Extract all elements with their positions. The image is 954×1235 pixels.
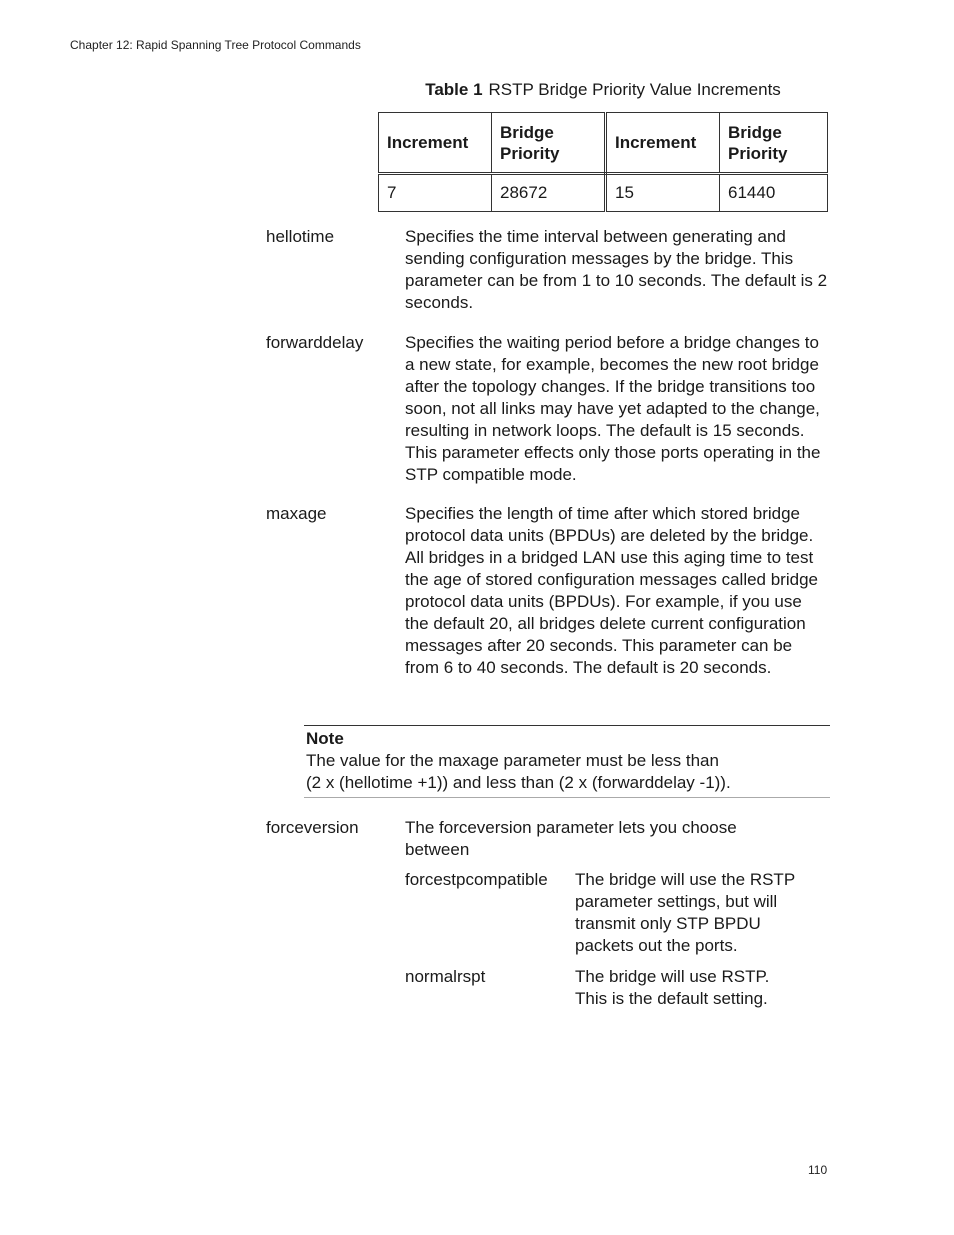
param-term-forceversion: forceversion: [266, 818, 359, 837]
note-text-line: The value for the maxage parameter must be less than: [306, 751, 719, 770]
column-header: Bridge Priority: [720, 113, 828, 174]
table-caption-title: RSTP Bridge Priority Value Increments: [488, 80, 781, 99]
param-term-maxage: maxage: [266, 504, 327, 523]
table-cell: 28672: [492, 174, 606, 212]
note-text-line: (2 x (hellotime +1)) and less than (2 x (forwarddelay -1)).: [306, 773, 731, 792]
param-term-hellotime: hellotime: [266, 227, 335, 246]
table-cell: 7: [379, 174, 492, 212]
option-desc-forcestpcompatible: The bridge will use the RSTP parameter settings, but will transmit only STP BPDU packets out the ports.: [575, 870, 795, 955]
option-term-forcestpcompatible: forcestpcompatible: [405, 870, 548, 889]
param-desc-forwarddelay: Specifies the waiting period before a bridge changes to a new state, for example, becomes the new root bridge after the topology changes. If the bridge transitions too soon, not all links may have yet adapted to the change, resulting in network loops. The default is 15 seconds. This parameter effects only those ports operating in the STP compatible mode.: [405, 333, 821, 484]
option-desc-normalrspt: The bridge will use RSTP. This is the default setting.: [575, 967, 770, 1008]
column-header: Bridge Priority: [492, 113, 606, 174]
param-desc-forceversion: The forceversion parameter lets you choose between: [405, 818, 737, 859]
table-caption-number: Table 1: [425, 80, 483, 99]
option-term-normalrspt: normalrspt: [405, 967, 486, 986]
column-header: Increment: [379, 113, 492, 174]
running-header: Chapter 12: Rapid Spanning Tree Protocol Commands: [70, 38, 361, 52]
table-cell: 61440: [720, 174, 828, 212]
param-term-forwarddelay: forwarddelay: [266, 333, 364, 352]
param-desc-hellotime: Specifies the time interval between generating and sending configuration messages by the bridge. This parameter can be from 1 to 10 seconds. The default is 2 seconds.: [405, 227, 828, 312]
note-title: Note: [306, 729, 344, 748]
param-desc-maxage: Specifies the length of time after which stored bridge protocol data units (BPDUs) are deleted by the bridge. All bridges in a bridged LAN use this aging time to test the age of stored configuration messages called bridge protocol data units (BPDUs). For example, if you use the default 20, all bridges delete current configuration messages after 20 seconds. This parameter can be from 6 to 40 seconds. The default is 20 seconds.: [405, 504, 818, 677]
note-box: [304, 725, 830, 798]
table-row: [379, 174, 828, 212]
column-header: Increment: [606, 113, 720, 174]
bridge-priority-table: [378, 112, 828, 212]
table-caption: [378, 80, 828, 100]
table-cell: 15: [606, 174, 720, 212]
page-number: 110: [808, 1163, 828, 1177]
table-header-row: [379, 113, 828, 174]
